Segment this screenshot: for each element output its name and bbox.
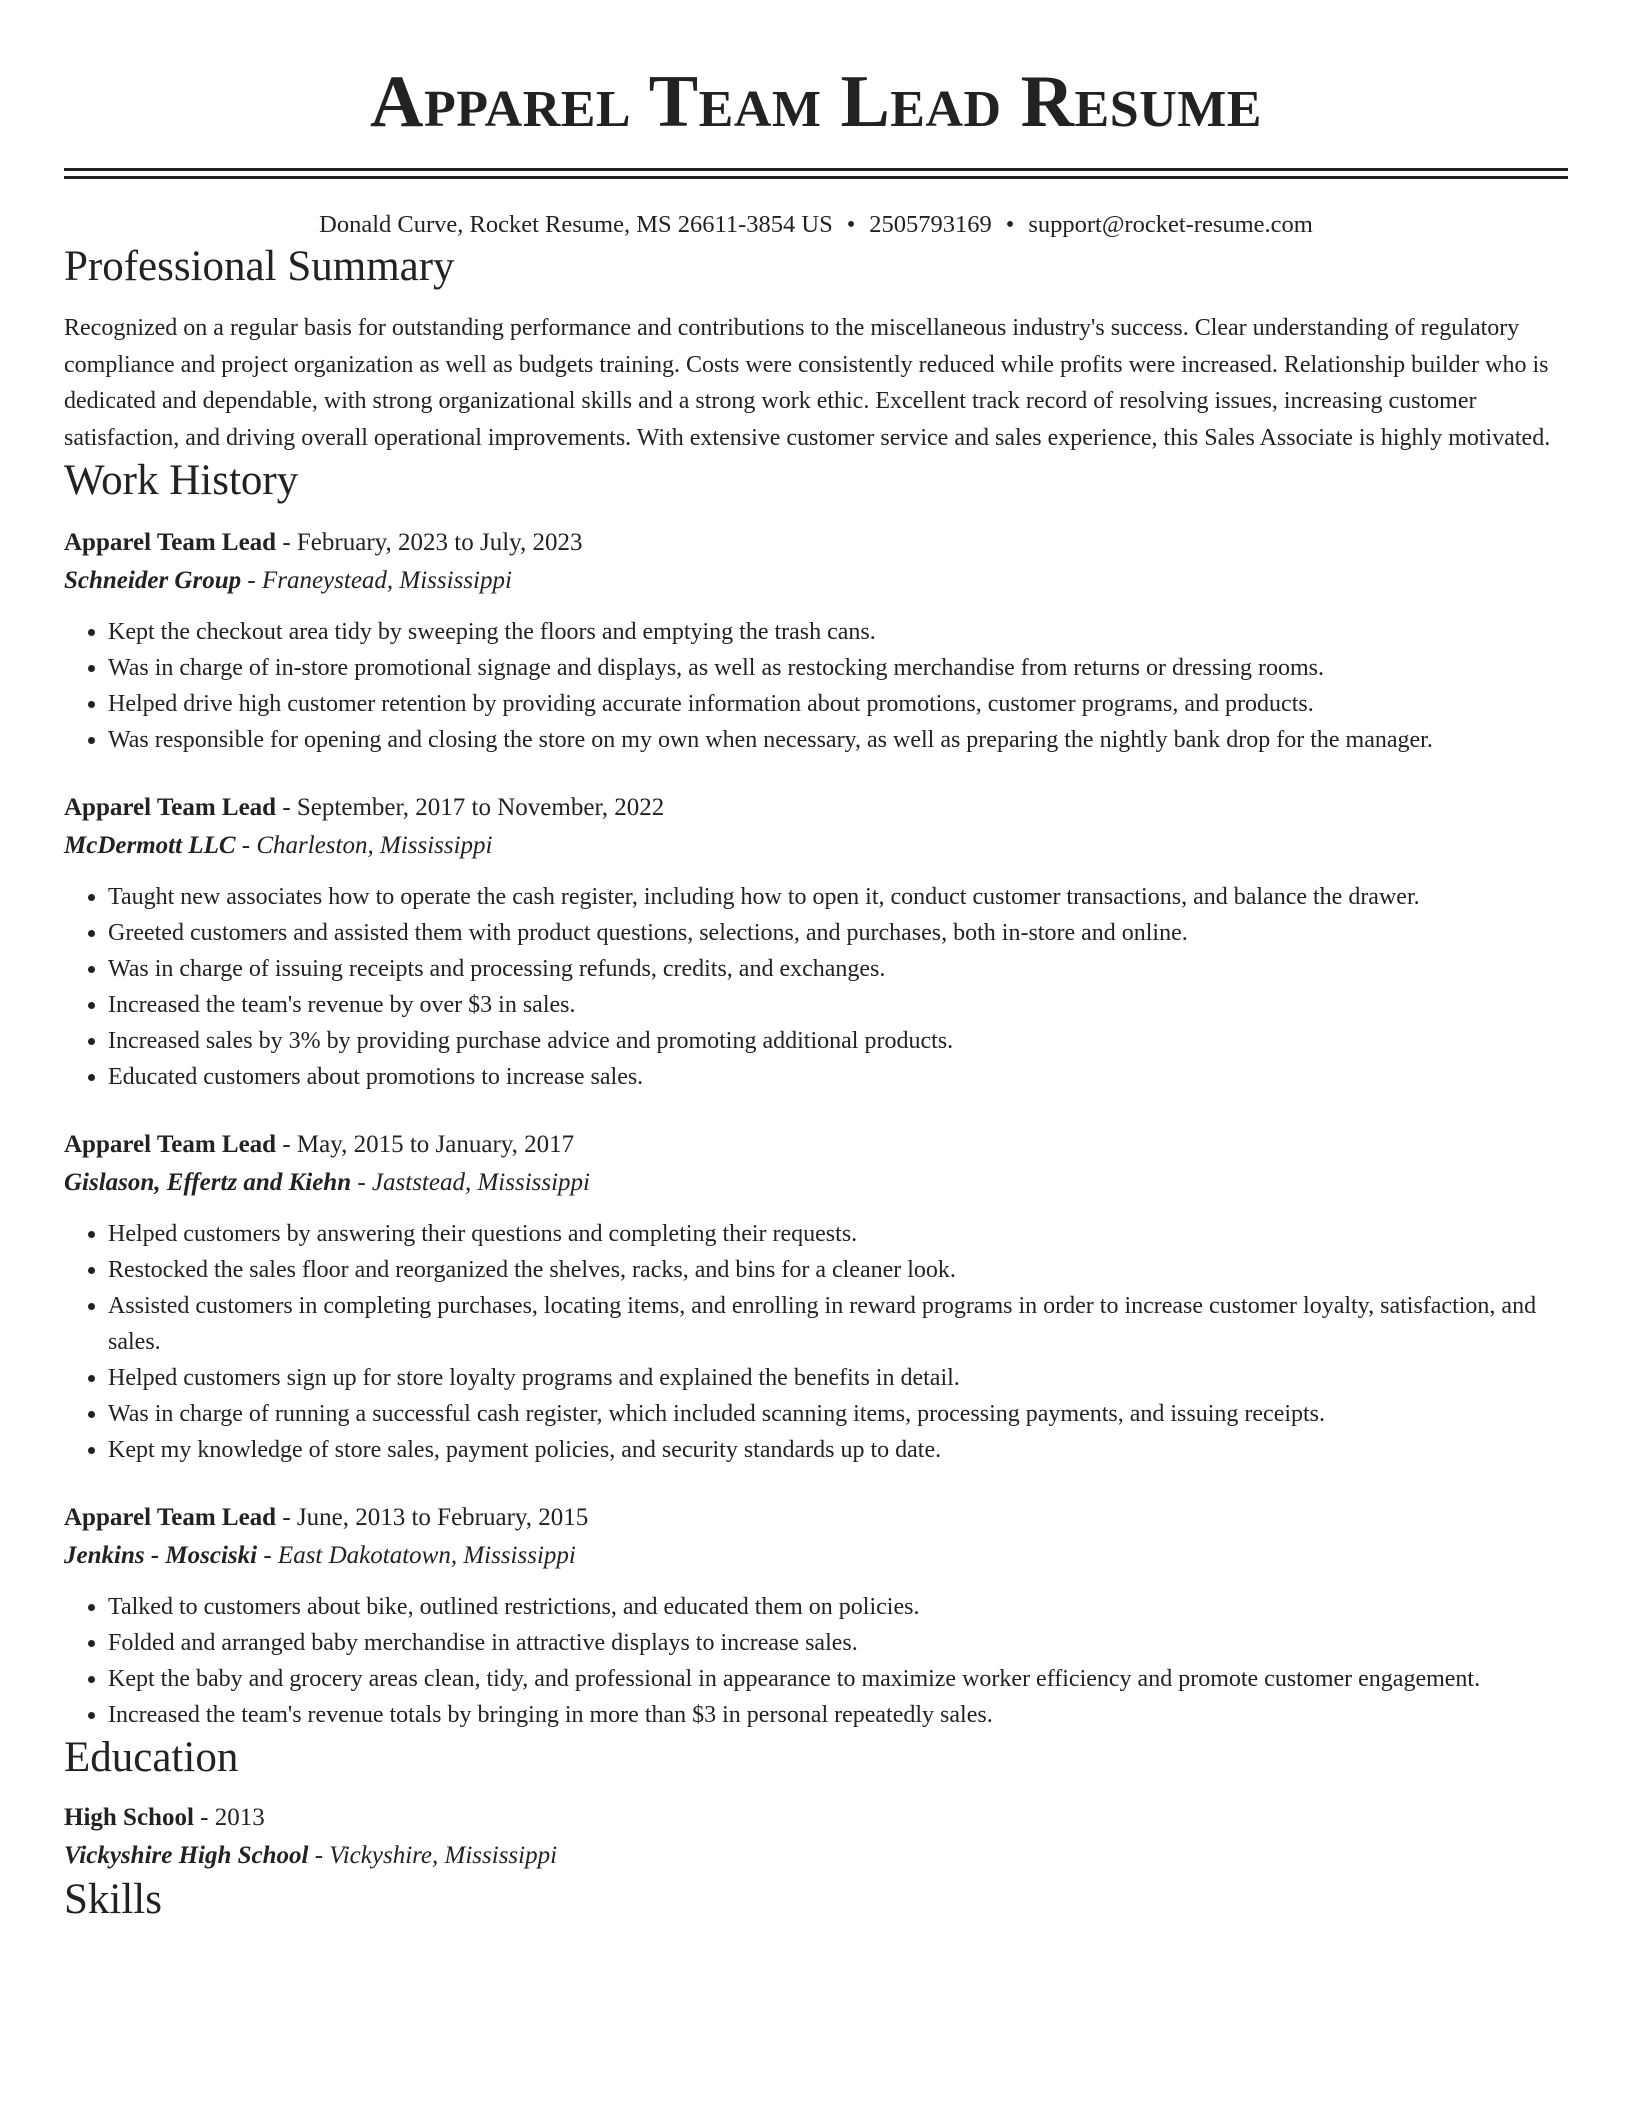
job-company-line [64, 1537, 1568, 1575]
education-school: Vickyshire High School [64, 1842, 309, 1869]
job-title-line [64, 524, 1568, 562]
job-entry [64, 524, 1568, 758]
job-bullet: • Was in charge of in-store promotional signage and displays, as well as restocking merchandise from returns or dressing rooms. [108, 650, 1568, 686]
contact-line [64, 208, 1568, 242]
job-bullet: • Kept the checkout area tidy by sweeping the floors and emptying the trash cans. [108, 614, 1568, 650]
job-company: Jenkins - Mosciski [64, 1542, 258, 1569]
job-bullet: • Was responsible for opening and closing the store on my own when necessary, as well as preparing the nightly bank drop for the manager. [108, 722, 1568, 758]
summary-heading: Professional Summary [64, 243, 455, 290]
job-dates: - September, 2017 to November, 2022 [282, 794, 665, 821]
job-dates: - May, 2015 to January, 2017 [282, 1131, 575, 1158]
job-location: - East Dakotatown, Mississippi [263, 1542, 576, 1569]
education-location: - Vickyshire, Mississippi [314, 1842, 558, 1869]
job-location: - Charleston, Mississippi [241, 832, 493, 859]
job-title: Apparel Team Lead [64, 794, 277, 821]
job-bullet: • Helped customers by answering their questions and completing their requests. [108, 1216, 1568, 1252]
job-bullet: • Folded and arranged baby merchandise in attractive displays to increase sales. [108, 1625, 1568, 1661]
job-bullet: • Helped customers sign up for store loyalty programs and explained the benefits in detail. [108, 1360, 1568, 1396]
job-bullet: • Educated customers about promotions to increase sales. [108, 1059, 1568, 1095]
job-bullet: • Was in charge of issuing receipts and processing refunds, credits, and exchanges. [108, 951, 1568, 987]
job-bullet: • Increased sales by 3% by providing purchase advice and promoting additional products. [108, 1023, 1568, 1059]
job-bullet: • Increased the team's revenue totals by bringing in more than $3 in personal repeatedly sales. [108, 1697, 1568, 1733]
job-bullet: • Restocked the sales floor and reorganized the shelves, racks, and bins for a cleaner look. [108, 1252, 1568, 1288]
education-heading: Education [64, 1734, 239, 1781]
job-company: McDermott LLC [64, 832, 236, 859]
job-company-line [64, 827, 1568, 865]
education-degree-line [64, 1799, 1568, 1837]
contact-separator: • [846, 211, 856, 238]
education-entry [64, 1799, 1568, 1875]
education-school-line [64, 1837, 1568, 1875]
job-title-line [64, 1126, 1568, 1164]
job-bullets [64, 879, 1568, 1095]
job-title: Apparel Team Lead [64, 529, 277, 556]
job-bullet: • Helped drive high customer retention by providing accurate information about promotions, customer programs, and products. [108, 686, 1568, 722]
job-entry [64, 1499, 1568, 1733]
job-bullets [64, 1216, 1568, 1468]
job-bullet: • Greeted customers and assisted them with product questions, selections, and purchases, both in-store and online. [108, 915, 1568, 951]
job-company: Gislason, Effertz and Kiehn [64, 1169, 352, 1196]
job-bullets [64, 614, 1568, 758]
job-dates: - June, 2013 to February, 2015 [282, 1504, 589, 1531]
summary-text: Recognized on a regular basis for outstanding performance and contributions to the miscellaneous industry's success. Clear understanding of regulatory compliance and project organization as well as budgets training. Costs were consistently reduced while profits were increased. Relationship builder who is dedicated and dependable, with strong organizational skills and a strong work ethic. Excellent track record of resolving issues, increasing customer satisfaction, and driving overall operational improvements. With extensive customer service and sales experience, this Sales Associate is highly motivated. [64, 315, 1551, 451]
job-bullet: • Taught new associates how to operate the cash register, including how to open it, conduct customer transactions, and balance the drawer. [108, 879, 1568, 915]
resume-title: Apparel Team Lead Resume [370, 61, 1262, 143]
job-bullet: • Increased the team's revenue by over $3 in sales. [108, 987, 1568, 1023]
contact-address: Donald Curve, Rocket Resume, MS 26611-3854 US [319, 211, 833, 238]
work-history-heading: Work History [64, 457, 299, 504]
job-location: - Franeystead, Mississippi [247, 567, 512, 594]
education-year: - 2013 [200, 1804, 265, 1831]
job-title-line [64, 1499, 1568, 1537]
job-bullet: • Was in charge of running a successful cash register, which included scanning items, processing payments, and issuing receipts. [108, 1396, 1568, 1432]
job-bullet: • Kept my knowledge of store sales, payment policies, and security standards up to date. [108, 1432, 1568, 1468]
skills-heading: Skills [64, 1876, 162, 1923]
job-title: Apparel Team Lead [64, 1131, 277, 1158]
contact-separator: • [1005, 211, 1015, 238]
title-divider [64, 168, 1568, 179]
job-dates: - February, 2023 to July, 2023 [282, 529, 583, 556]
job-bullet: • Talked to customers about bike, outlined restrictions, and educated them on policies. [108, 1589, 1568, 1625]
contact-phone: 2505793169 [869, 211, 992, 238]
job-bullet: • Kept the baby and grocery areas clean, tidy, and professional in appearance to maximize worker efficiency and promote customer engagement. [108, 1661, 1568, 1697]
contact-email: support@rocket-resume.com [1028, 211, 1313, 238]
job-company-line [64, 562, 1568, 600]
education-degree: High School [64, 1804, 194, 1831]
job-location: - Jaststead, Mississippi [357, 1169, 591, 1196]
job-company: Schneider Group [64, 567, 242, 594]
job-title: Apparel Team Lead [64, 1504, 277, 1531]
job-bullets [64, 1589, 1568, 1733]
job-company-line [64, 1164, 1568, 1202]
job-title-line [64, 789, 1568, 827]
job-entry [64, 789, 1568, 1095]
job-entry [64, 1126, 1568, 1468]
job-bullet: • Assisted customers in completing purchases, locating items, and enrolling in reward programs in order to increase customer loyalty, satisfaction, and sales. [108, 1288, 1568, 1360]
